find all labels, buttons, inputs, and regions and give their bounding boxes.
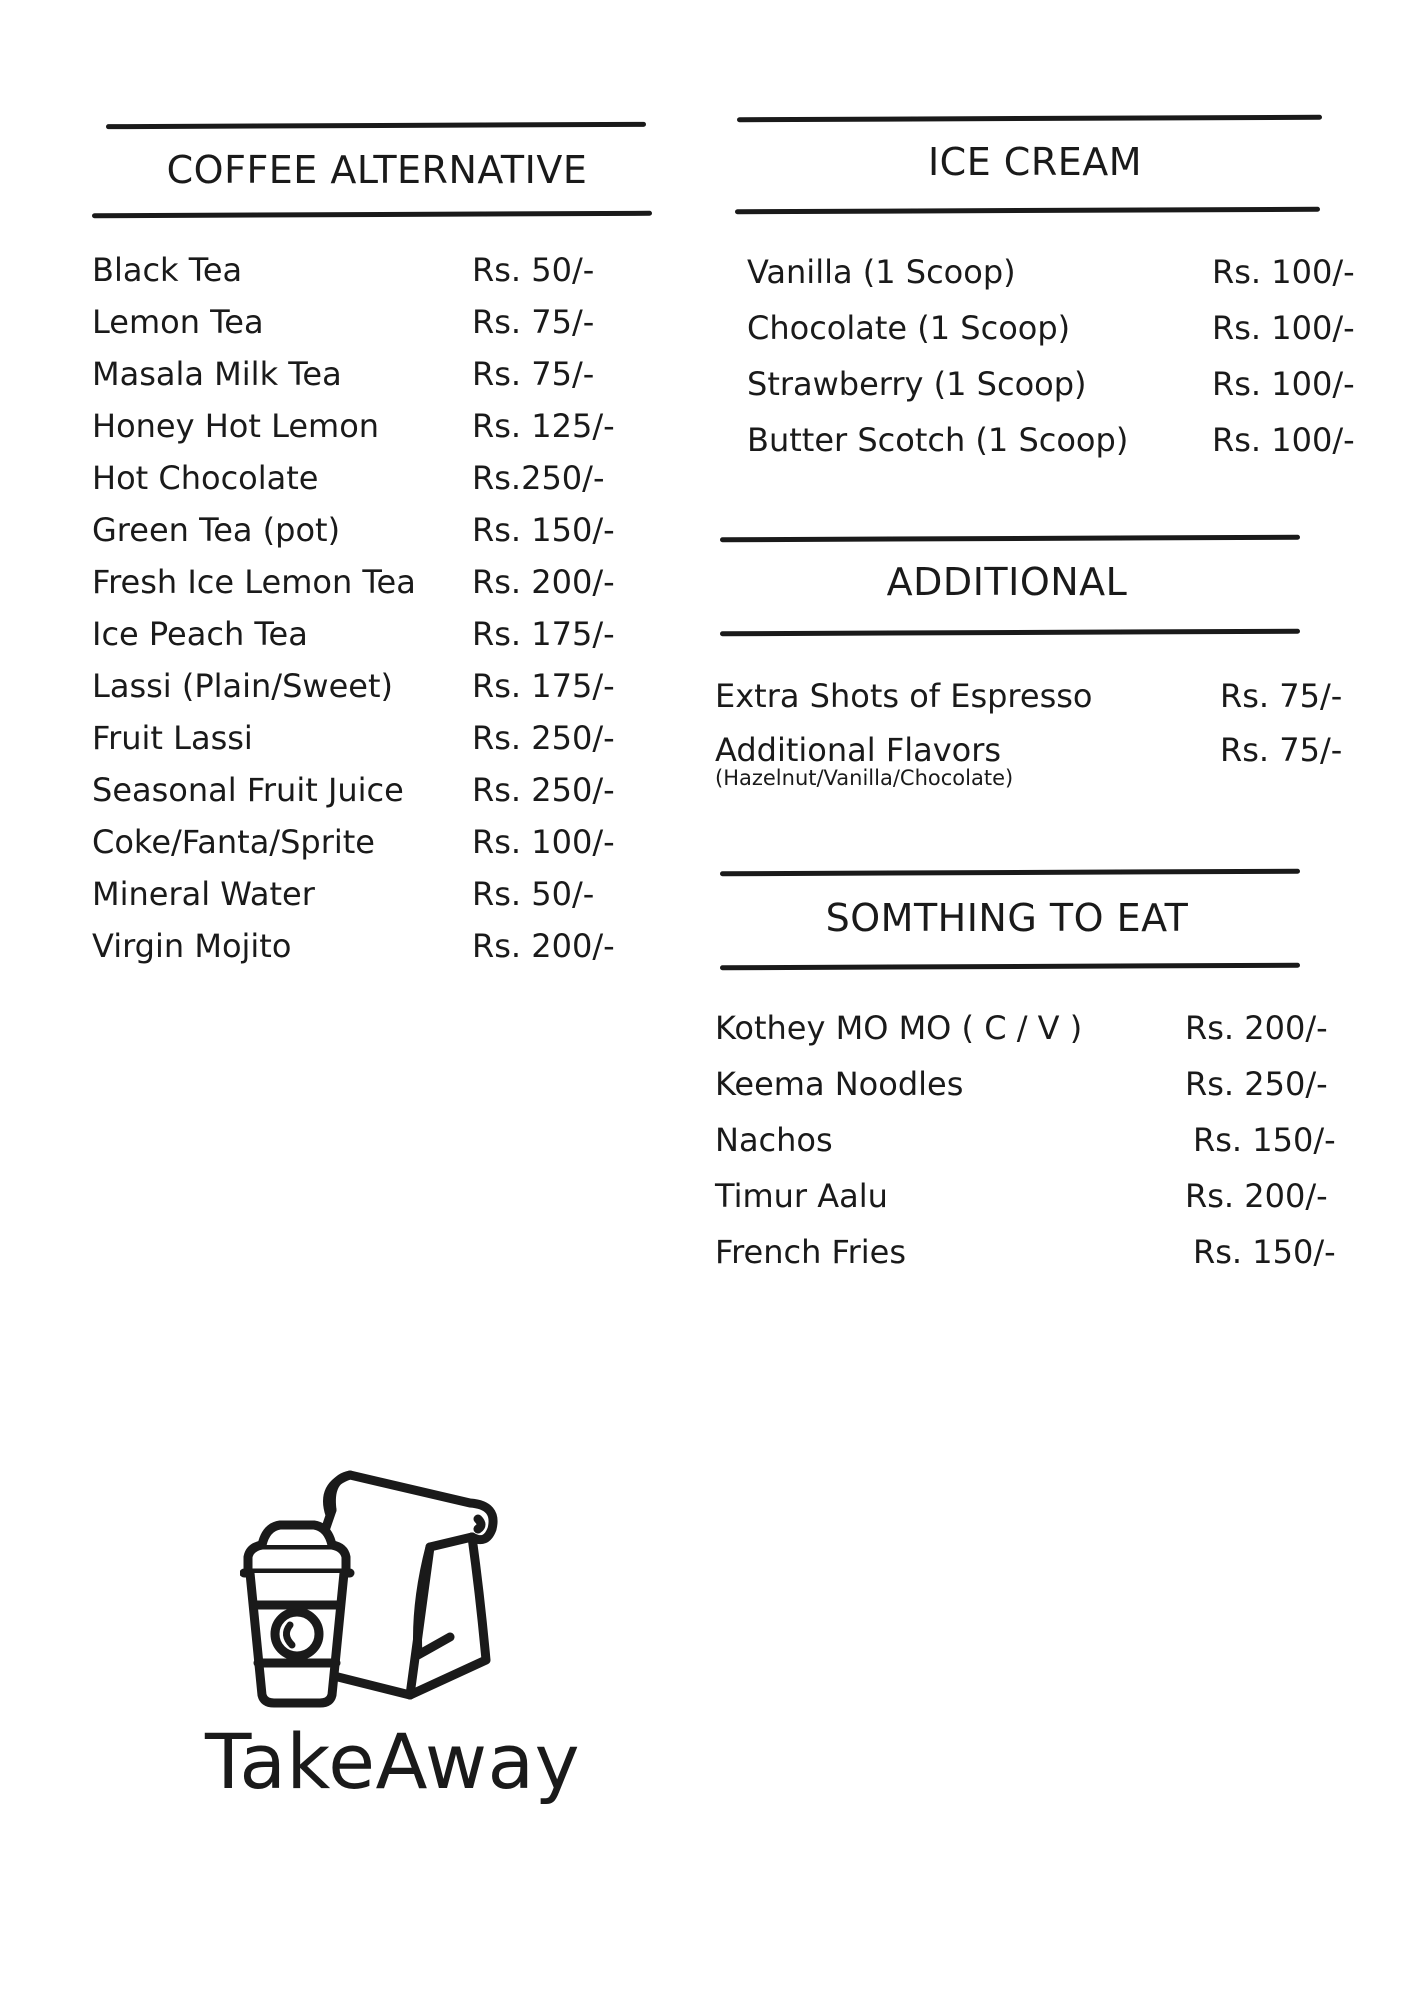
menu-item-price: Rs. 150/- [472, 511, 615, 549]
menu-item-name: Butter Scotch (1 Scoop) [747, 421, 1129, 459]
menu-item-name: Mineral Water [92, 875, 315, 913]
section-title: SOMTHING TO EAT [825, 896, 1189, 940]
menu-item-name: Lassi (Plain/Sweet) [92, 667, 393, 705]
menu-item-price: Rs. 75/- [1220, 677, 1343, 715]
menu-item-price: Rs. 100/- [472, 823, 615, 861]
menu-item-name: Fruit Lassi [92, 719, 253, 757]
menu-item-name: Kothey MO MO ( C / V ) [715, 1009, 1083, 1047]
menu-item-price: Rs. 100/- [1212, 421, 1355, 459]
menu-item-price: Rs. 175/- [472, 667, 615, 705]
menu-item-name: Keema Noodles [715, 1065, 964, 1103]
menu-item-name: Masala Milk Tea [92, 355, 342, 393]
section-coffee-alternative [92, 120, 662, 980]
menu-item-name: Additional Flavors [715, 731, 1002, 769]
menu-item-note: (Hazelnut/Vanilla/Chocolate) [715, 766, 1014, 790]
menu-item-name: Timur Aalu [715, 1177, 888, 1215]
menu-item-name: Coke/Fanta/Sprite [92, 823, 375, 861]
menu-item-name: Black Tea [92, 251, 243, 289]
takeaway-label: TakeAway [205, 1717, 581, 1806]
section-bottom-rule [92, 211, 652, 218]
menu-item-price: Rs. 125/- [472, 407, 615, 445]
menu-item-name: Extra Shots of Espresso [715, 677, 1093, 715]
section-additional [715, 532, 1365, 822]
section-title: ADDITIONAL [886, 560, 1128, 604]
menu-item-price: Rs. 200/- [472, 563, 615, 601]
menu-item-name: Hot Chocolate [92, 459, 319, 497]
menu-item-name: French Fries [715, 1233, 907, 1271]
menu-item-name: Fresh Ice Lemon Tea [92, 563, 416, 601]
menu-item-name: Vanilla (1 Scoop) [747, 253, 1016, 291]
section-ice-cream [735, 112, 1355, 472]
menu-item-price: Rs. 175/- [472, 615, 615, 653]
menu-item-price: Rs. 250/- [1185, 1065, 1328, 1103]
menu-item-name: Nachos [715, 1121, 833, 1159]
menu-item-price: Rs. 75/- [1220, 731, 1343, 769]
coffee-cup-and-paper-bag-icon [240, 1455, 540, 1725]
menu-item-price: Rs. 100/- [1212, 365, 1355, 403]
menu-item-price: Rs. 75/- [472, 303, 595, 341]
menu-item-name: Honey Hot Lemon [92, 407, 380, 445]
menu-item-price: Rs. 100/- [1212, 309, 1355, 347]
menu-item-name: Strawberry (1 Scoop) [747, 365, 1087, 403]
section-bottom-rule [720, 629, 1300, 637]
section-bottom-rule [720, 963, 1300, 971]
menu-item-name: Chocolate (1 Scoop) [747, 309, 1071, 347]
menu-item-price: Rs. 75/- [472, 355, 595, 393]
takeaway-logo [205, 1455, 581, 1845]
menu-item-price: Rs. 150/- [1193, 1233, 1336, 1271]
section-top-rule [720, 869, 1300, 877]
section-title: ICE CREAM [927, 140, 1143, 184]
menu-item-price: Rs. 50/- [472, 251, 595, 289]
menu-item-name: Virgin Mojito [92, 927, 292, 965]
menu-item-name: Lemon Tea [92, 303, 264, 341]
section-bottom-rule [735, 207, 1320, 215]
menu-item-price: Rs. 200/- [1185, 1177, 1328, 1215]
menu-item-price: Rs. 250/- [472, 719, 615, 757]
menu-item-name: Ice Peach Tea [92, 615, 308, 653]
menu-item-price: Rs. 150/- [1193, 1121, 1336, 1159]
menu-item-price: Rs. 50/- [472, 875, 595, 913]
menu-item-price: Rs. 100/- [1212, 253, 1355, 291]
menu-item-price: Rs. 200/- [472, 927, 615, 965]
menu-item-name: Seasonal Fruit Juice [92, 771, 404, 809]
menu-item-price: Rs. 200/- [1185, 1009, 1328, 1047]
menu-item-name: Green Tea (pot) [92, 511, 341, 549]
menu-item-price: Rs.250/- [472, 459, 605, 497]
section-something-to-eat [715, 866, 1335, 1286]
menu-item-price: Rs. 250/- [472, 771, 615, 809]
section-top-rule [106, 122, 646, 129]
section-top-rule [737, 115, 1322, 123]
section-top-rule [720, 535, 1300, 543]
section-title: COFFEE ALTERNATIVE [166, 148, 588, 192]
